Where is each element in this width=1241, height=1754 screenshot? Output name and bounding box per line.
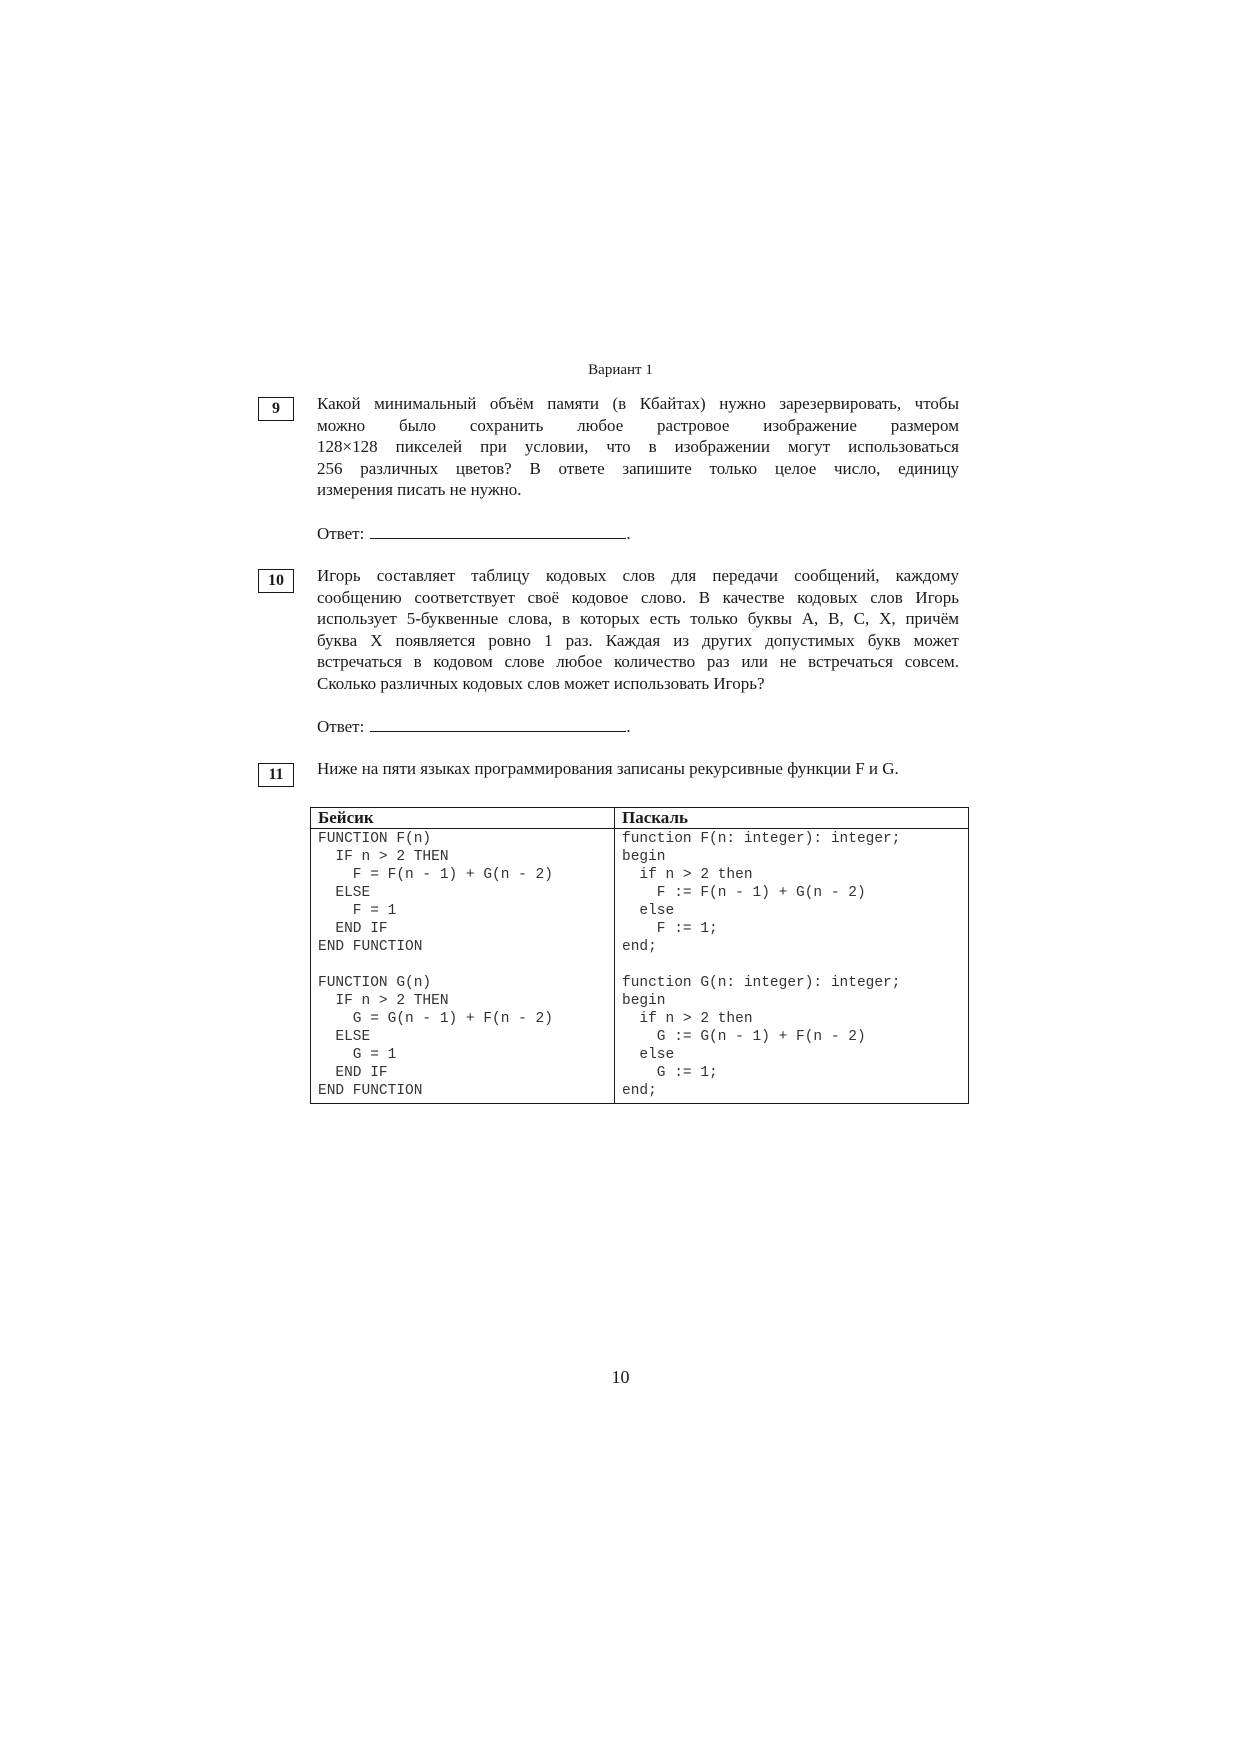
page-header-variant: Вариант 1 [588, 362, 653, 378]
task-10-line: Сколько различных кодовых слов может использовать Игорь? [317, 673, 765, 693]
code-line: G = 1 [318, 1047, 397, 1063]
code-line: IF n > 2 THEN [318, 849, 449, 865]
code-line: F := 1; [622, 921, 718, 937]
code-line: ELSE [318, 885, 371, 901]
task-9-line: можно было сохранить любое растровое изображение размером [317, 415, 959, 435]
code-line: END FUNCTION [318, 939, 423, 955]
task-9-text [317, 393, 959, 501]
code-line: begin [622, 849, 666, 865]
code-line: IF n > 2 THEN [318, 993, 449, 1009]
task-number-10: 10 [258, 569, 294, 593]
code-line: END IF [318, 1065, 388, 1081]
code-header-pascal: Паскаль [615, 808, 969, 829]
task-10-line: буква X появляется ровно 1 раз. Каждая из других допустимых букв может [317, 630, 959, 650]
answer-field-10[interactable] [370, 715, 626, 732]
code-line: function F(n: integer): integer; [622, 831, 901, 847]
task-number-11: 11 [258, 763, 294, 787]
answer-end: . [626, 717, 631, 736]
code-line: ELSE [318, 1029, 371, 1045]
answer-field-9[interactable] [370, 522, 626, 539]
task-10-answer [317, 715, 631, 737]
task-10-line: встречаться в кодовом слове любое количество раз или не встречаться совсем. [317, 652, 959, 671]
answer-label: Ответ: [317, 717, 365, 736]
code-cell-pascal [615, 829, 969, 1104]
code-line: G := G(n - 1) + F(n - 2) [622, 1029, 866, 1045]
code-line: F := F(n - 1) + G(n - 2) [622, 885, 866, 901]
code-line: if n > 2 then [622, 1011, 753, 1027]
code-line: FUNCTION F(n) [318, 831, 432, 847]
task-9-line: Какой минимальный объём памяти (в Кбайтах) нужно зарезервировать, чтобы [317, 394, 959, 413]
code-line: F = F(n - 1) + G(n - 2) [318, 867, 553, 883]
task-9-line: 256 различных цветов? В ответе запишите только целое число, единицу [317, 458, 959, 478]
code-line: end; [622, 1083, 657, 1099]
answer-end: . [626, 524, 631, 543]
task-11-line: Ниже на пяти языках программирования записаны рекурсивные функции F и G. [317, 759, 899, 778]
code-cell-basic [311, 829, 615, 1104]
code-line: function G(n: integer): integer; [622, 975, 901, 991]
task-10-line: Игорь составляет таблицу кодовых слов для передачи сообщений, каждому [317, 566, 959, 585]
page-number: 10 [611, 1367, 630, 1387]
code-line: else [622, 903, 675, 919]
code-line [622, 956, 961, 974]
task-11-text [317, 758, 959, 780]
task-9-answer [317, 522, 631, 544]
task-10-line: использует 5-буквенные слова, в которых есть только буквы A, B, C, X, причём [317, 609, 959, 628]
code-line: END IF [318, 921, 388, 937]
code-line: begin [622, 993, 666, 1009]
task-9-line: измерения писать не нужно. [317, 480, 522, 499]
code-line: else [622, 1047, 675, 1063]
code-line: F = 1 [318, 903, 397, 919]
code-line: end; [622, 939, 657, 955]
task-number-9: 9 [258, 397, 294, 421]
task-10-text [317, 565, 959, 694]
task-10-line: сообщению соответствует своё кодовое слово. В качестве кодовых слов Игорь [317, 587, 959, 607]
code-header-basic: Бейсик [311, 808, 615, 829]
code-table [310, 807, 969, 1104]
code-line [318, 956, 607, 974]
answer-label: Ответ: [317, 524, 365, 543]
code-line: G := 1; [622, 1065, 718, 1081]
code-line: if n > 2 then [622, 867, 753, 883]
code-line: END FUNCTION [318, 1083, 423, 1099]
task-9-line: 128×128 пикселей при условии, что в изображении могут использоваться [317, 437, 959, 456]
code-line: FUNCTION G(n) [318, 975, 432, 991]
code-line: G = G(n - 1) + F(n - 2) [318, 1011, 553, 1027]
